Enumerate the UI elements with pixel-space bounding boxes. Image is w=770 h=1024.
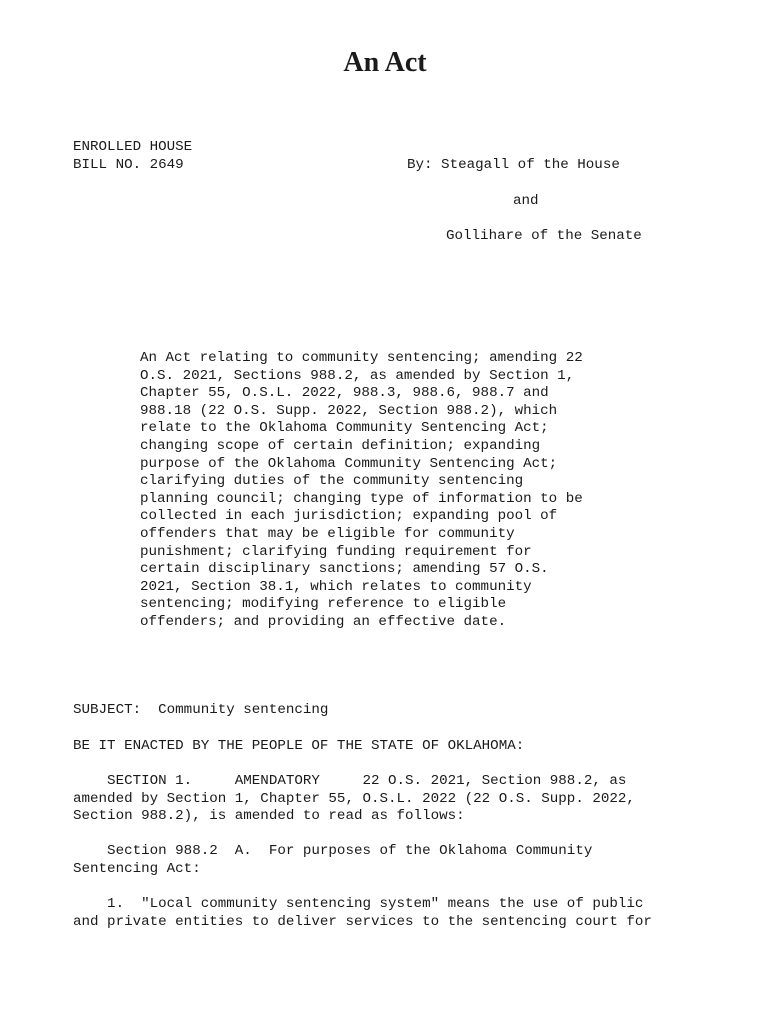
subject-line: SUBJECT: Community sentencing xyxy=(73,702,329,718)
bill-line: ENROLLED HOUSE xyxy=(73,139,193,155)
summary-line: planning council; changing type of information to be xyxy=(140,490,583,507)
subsection-line: Sentencing Act: xyxy=(73,860,201,877)
summary-line: relate to the Oklahoma Community Sentencing Act; xyxy=(140,420,549,437)
summary-line: offenders; and providing an effective date. xyxy=(140,613,507,630)
subsection-line: Section 988.2 A. For purposes of the Oklahoma Community xyxy=(73,843,593,859)
summary-line: 2021, Section 38.1, which relates to community xyxy=(140,578,532,595)
enacting-clause: BE IT ENACTED BY THE PEOPLE OF THE STATE OF OKLAHOMA: xyxy=(73,738,525,754)
sponsor-conjunction: and xyxy=(513,193,539,209)
summary-line: collected in each jurisdiction; expanding pool of xyxy=(140,508,558,525)
section-heading-line: amended by Section 1, Chapter 55, O.S.L. 2022 (22 O.S. Supp. 2022, xyxy=(73,790,635,807)
house-sponsor: By: Steagall of the House xyxy=(407,157,620,173)
summary-line: 988.18 (22 O.S. Supp. 2022, Section 988.2), which xyxy=(140,402,558,419)
summary-line: purpose of the Oklahoma Community Sentencing Act; xyxy=(140,455,558,472)
senate-sponsor: Gollihare of the Senate xyxy=(446,228,642,244)
summary-line: O.S. 2021, Sections 988.2, as amended by Section 1, xyxy=(140,367,575,384)
definition-line: and private entities to deliver services to the sentencing court for xyxy=(73,913,652,930)
summary-line: punishment; clarifying funding requirement for xyxy=(140,543,532,560)
summary-line: An Act relating to community sentencing; amending 22 xyxy=(140,350,583,366)
document-title: An Act xyxy=(343,47,427,78)
definition-line: 1. "Local community sentencing system" means the use of public xyxy=(73,896,644,912)
subsection-a xyxy=(73,843,592,878)
section-heading-line: SECTION 1. AMENDATORY 22 O.S. 2021, Section 988.2, as xyxy=(73,773,627,789)
bill-line: BILL NO. 2649 xyxy=(73,156,184,173)
summary-line: offenders that may be eligible for community xyxy=(140,525,515,542)
summary-line: sentencing; modifying reference to eligible xyxy=(140,596,507,613)
section-heading xyxy=(73,773,635,826)
summary-line: clarifying duties of the community sentencing xyxy=(140,473,524,490)
definition-1 xyxy=(73,896,652,931)
act-summary xyxy=(140,350,583,632)
summary-line: certain disciplinary sanctions; amending 57 O.S. xyxy=(140,561,549,578)
summary-line: changing scope of certain definition; expanding xyxy=(140,437,541,454)
bill-number xyxy=(73,139,192,174)
section-heading-line: Section 988.2), is amended to read as follows: xyxy=(73,808,465,825)
summary-line: Chapter 55, O.S.L. 2022, 988.3, 988.6, 988.7 and xyxy=(140,385,549,402)
